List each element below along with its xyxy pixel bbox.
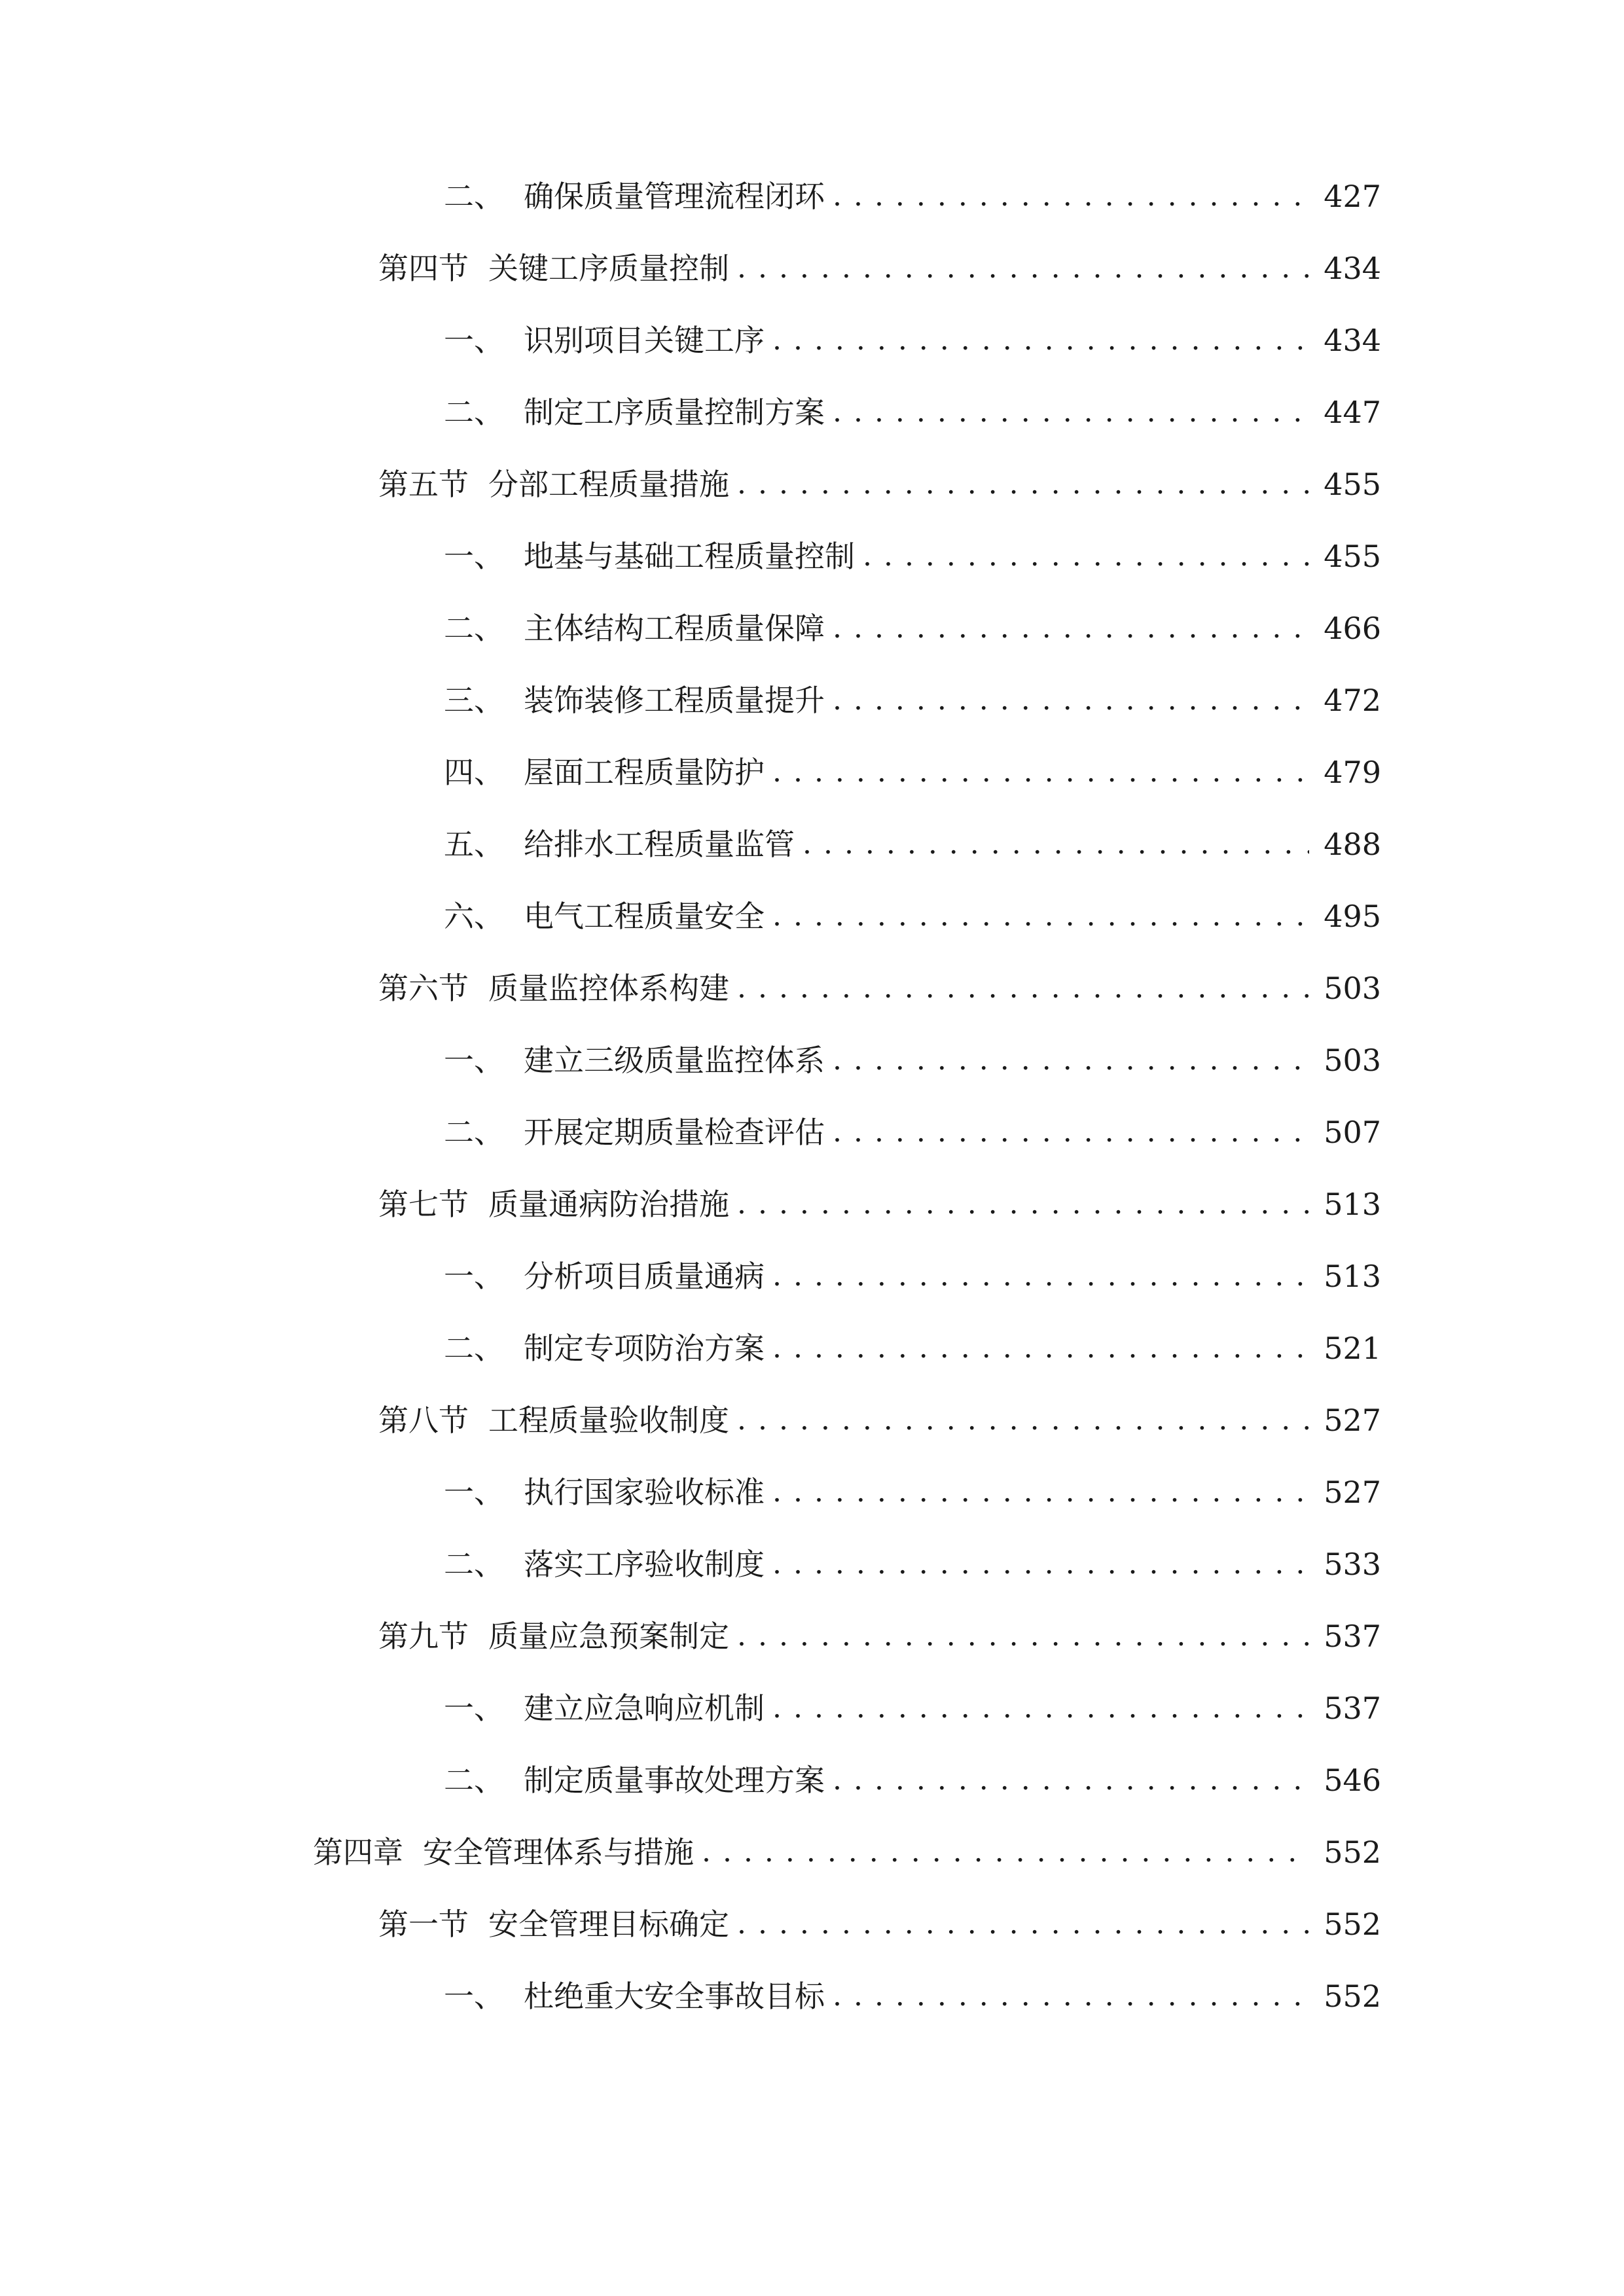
toc-dot-leader [737,1910,1309,1939]
toc-entry[interactable] [444,1960,1381,2032]
toc-entry-title: 落实工序验收制度 [524,1547,765,1582]
toc-entry-title: 杜绝重大安全事故目标 [524,1979,825,2014]
toc-entry-title: 分析项目质量通病 [524,1259,765,1294]
toc-entry-number: 一、 [444,1475,504,1510]
toc-entry-number: 一、 [444,1691,504,1726]
toc-entry-number: 二、 [444,395,504,430]
toc-entry[interactable] [444,1096,1381,1168]
toc-entry[interactable] [378,232,1381,304]
toc-dot-leader [772,1478,1309,1507]
toc-entry-page-number: 521 [1324,1331,1381,1366]
toc-entry-page-number: 479 [1324,755,1381,790]
toc-dot-leader [772,1262,1309,1291]
toc-entry-number: 五、 [444,827,504,862]
toc-entry-page-number: 488 [1324,827,1381,862]
toc-entry-page-number: 503 [1324,1043,1381,1078]
toc-entry-page-number: 527 [1324,1475,1381,1510]
toc-dot-leader [737,1190,1309,1219]
toc-entry-title: 主体结构工程质量保障 [524,611,825,646]
toc-entry-page-number: 466 [1324,611,1381,646]
toc-entry-page-number: 533 [1324,1547,1381,1582]
toc-entry[interactable] [378,952,1381,1024]
toc-dot-leader [833,614,1309,643]
toc-dot-leader [803,830,1309,859]
toc-entry-page-number: 503 [1324,971,1381,1006]
toc-entry[interactable] [444,1024,1381,1096]
toc-dot-leader [833,1046,1309,1075]
toc-entry[interactable] [444,520,1381,592]
toc-entry-title: 建立应急响应机制 [524,1691,765,1726]
toc-entry-title: 安全管理目标确定 [488,1907,729,1942]
toc-dot-leader [833,1766,1309,1795]
toc-entry-page-number: 537 [1324,1619,1381,1654]
toc-entry-page-number: 507 [1324,1115,1381,1150]
toc-entry-page-number: 472 [1324,683,1381,718]
toc-entry-number: 一、 [444,1043,504,1078]
toc-entry-number: 二、 [444,1763,504,1798]
toc-dot-leader [737,1406,1309,1435]
toc-entry-page-number: 495 [1324,899,1381,934]
toc-entry-title: 屋面工程质量防护 [524,755,765,790]
toc-dot-leader [737,254,1309,283]
toc-entry[interactable] [444,1240,1381,1312]
toc-entry-title: 质量监控体系构建 [488,971,729,1006]
toc-entry[interactable] [444,1456,1381,1528]
toc-entry-number: 第四章 [313,1835,403,1870]
toc-dot-leader [833,686,1309,715]
toc-entry-number: 三、 [444,683,504,718]
toc-entry-page-number: 455 [1324,467,1381,502]
toc-entry-title: 质量应急预案制定 [488,1619,729,1654]
toc-dot-leader [772,1334,1309,1363]
toc-entry[interactable] [378,1384,1381,1456]
toc-entry-page-number: 434 [1324,323,1381,358]
toc-dot-leader [833,1118,1309,1147]
toc-entry-number: 二、 [444,1547,504,1582]
toc-entry[interactable] [444,736,1381,808]
toc-entry-title: 建立三级质量监控体系 [524,1043,825,1078]
toc-entry[interactable] [444,664,1381,736]
toc-entry-number: 一、 [444,1979,504,2014]
toc-dot-leader [833,398,1309,427]
toc-entry-title: 给排水工程质量监管 [524,827,795,862]
toc-entry[interactable] [444,1312,1381,1384]
toc-entry-title: 工程质量验收制度 [488,1403,729,1438]
toc-entry[interactable] [444,808,1381,880]
toc-dot-leader [772,326,1309,355]
toc-entry-title: 关键工序质量控制 [488,251,729,286]
toc-entry-number: 一、 [444,323,504,358]
toc-dot-leader [772,758,1309,787]
toc-entry-page-number: 455 [1324,539,1381,574]
toc-dot-leader [737,1622,1309,1651]
toc-entry-title: 制定质量事故处理方案 [524,1763,825,1798]
toc-entry[interactable] [378,1600,1381,1672]
toc-dot-leader [772,1550,1309,1579]
toc-dot-leader [833,182,1309,211]
toc-dot-leader [772,902,1309,931]
toc-entry-page-number: 527 [1324,1403,1381,1438]
toc-entry-title: 确保质量管理流程闭环 [524,179,825,214]
toc-entry-title: 质量通病防治措施 [488,1187,729,1222]
toc-entry[interactable] [378,1888,1381,1960]
toc-entry-number: 二、 [444,611,504,646]
toc-entry-title: 装饰装修工程质量提升 [524,683,825,718]
toc-entry-title: 分部工程质量措施 [488,467,729,502]
toc-entry-number: 第九节 [378,1619,469,1654]
toc-entry-title: 制定专项防治方案 [524,1331,765,1366]
toc-entry-page-number: 434 [1324,251,1381,286]
toc-entry-page-number: 546 [1324,1763,1381,1798]
toc-entry-number: 二、 [444,1331,504,1366]
toc-entry[interactable] [444,592,1381,664]
toc-entry-number: 四、 [444,755,504,790]
toc-entry[interactable] [313,1816,1381,1888]
toc-entry-title: 电气工程质量安全 [524,899,765,934]
toc-entry-title: 制定工序质量控制方案 [524,395,825,430]
toc-entry-number: 第八节 [378,1403,469,1438]
toc-entry-number: 第五节 [378,467,469,502]
toc-entry-number: 六、 [444,899,504,934]
toc-entry-number: 一、 [444,539,504,574]
toc-entry[interactable] [444,1744,1381,1816]
toc-entry-page-number: 447 [1324,395,1381,430]
toc-dot-leader [737,470,1309,499]
toc-entry[interactable] [444,160,1381,232]
toc-entry-page-number: 552 [1324,1979,1381,2014]
toc-dot-leader [772,1694,1309,1723]
toc-entry-title: 地基与基础工程质量控制 [524,539,855,574]
toc-entry[interactable] [378,448,1381,520]
toc-entry-page-number: 537 [1324,1691,1381,1726]
toc-entry-title: 开展定期质量检查评估 [524,1115,825,1150]
toc-entry-page-number: 552 [1324,1907,1381,1942]
toc-dot-leader [737,974,1309,1003]
toc-entry-page-number: 552 [1324,1835,1381,1870]
toc-entry-number: 第七节 [378,1187,469,1222]
toc-dot-leader [863,542,1309,571]
toc-entry[interactable] [378,1168,1381,1240]
toc-entry[interactable] [444,304,1381,376]
toc-entry[interactable] [444,1672,1381,1744]
toc-entry-page-number: 513 [1324,1187,1381,1222]
toc-dot-leader [702,1838,1309,1867]
toc-entry-number: 第六节 [378,971,469,1006]
toc-entry-number: 二、 [444,1115,504,1150]
toc-entry-number: 一、 [444,1259,504,1294]
toc-entry[interactable] [444,376,1381,448]
toc-entry-number: 第四节 [378,251,469,286]
toc-entry-title: 安全管理体系与措施 [423,1835,694,1870]
toc-entry[interactable] [444,880,1381,952]
toc-entry-title: 执行国家验收标准 [524,1475,765,1510]
toc-entry[interactable] [444,1528,1381,1600]
toc-entry-number: 二、 [444,179,504,214]
toc-entry-number: 第一节 [378,1907,469,1942]
toc-entry-page-number: 513 [1324,1259,1381,1294]
toc-entry-title: 识别项目关键工序 [524,323,765,358]
toc-entry-page-number: 427 [1324,179,1381,214]
toc-dot-leader [833,1982,1309,2011]
